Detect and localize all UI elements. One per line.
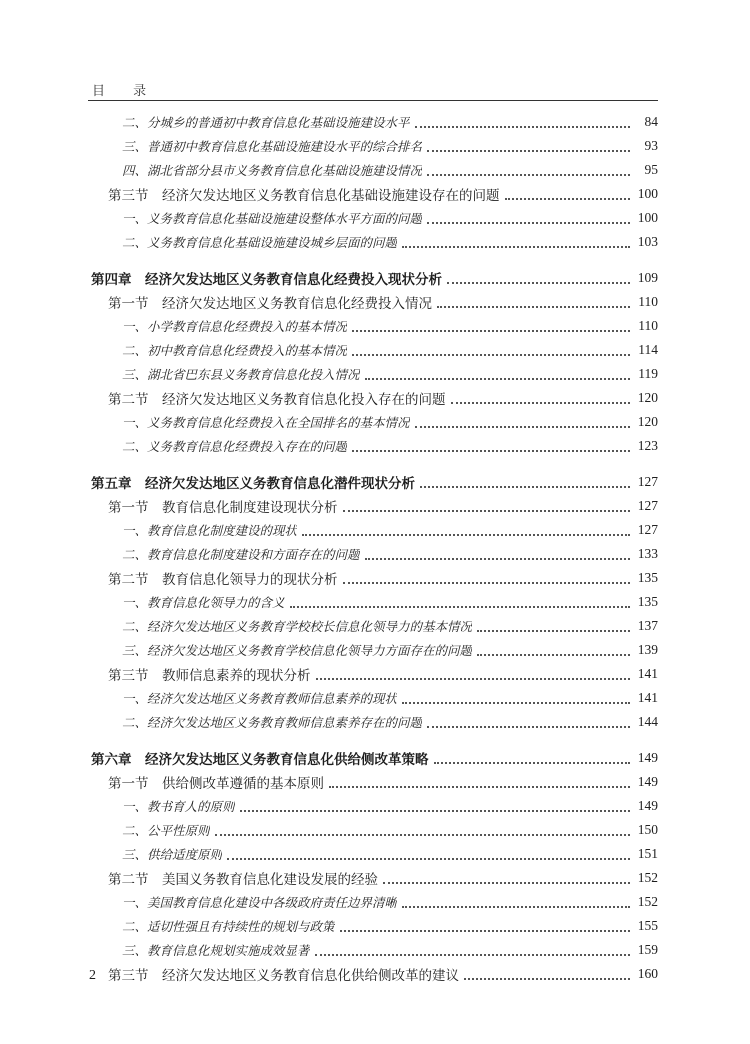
toc-entry-page: 135 bbox=[637, 594, 658, 609]
toc-entry-label: 二、经济欠发达地区义务教育学校校长信息化领导力的基本情况 bbox=[122, 619, 473, 634]
dot-leader bbox=[427, 726, 630, 728]
toc-entry-page: 123 bbox=[637, 438, 658, 453]
dot-leader bbox=[227, 858, 630, 860]
toc-entry-label: 二、公平性原则 bbox=[122, 823, 210, 838]
toc-entry-page: 152 bbox=[637, 870, 658, 885]
toc-entry-page: 149 bbox=[637, 774, 658, 789]
toc-entry-section[interactable] bbox=[108, 963, 658, 985]
dot-leader bbox=[316, 678, 631, 680]
dot-leader bbox=[343, 510, 631, 512]
toc-entry-label: 一、教书育人的原则 bbox=[122, 799, 235, 814]
toc-entry-page: 137 bbox=[637, 618, 658, 633]
dot-leader bbox=[505, 198, 631, 200]
toc-entry-section[interactable] bbox=[108, 291, 658, 313]
dot-leader bbox=[215, 834, 630, 836]
header-title: 目 录 bbox=[92, 84, 159, 99]
toc-entry-chapter[interactable] bbox=[91, 471, 658, 493]
toc-entry-page: 127 bbox=[637, 474, 658, 489]
toc-entry-label: 一、教育信息化制度建设的现状 bbox=[122, 523, 298, 538]
toc-entry-section[interactable] bbox=[108, 567, 658, 589]
toc-entry-label: 一、义务教育信息化基础设施建设整体水平方面的问题 bbox=[122, 211, 423, 226]
toc-entry-label: 第五章 经济欠发达地区义务教育信息化潜件现状分析 bbox=[91, 476, 415, 492]
toc-entry-item[interactable] bbox=[122, 435, 658, 457]
dot-leader bbox=[402, 246, 630, 248]
toc-entry-item[interactable] bbox=[122, 207, 658, 229]
toc-entry-item[interactable] bbox=[122, 543, 658, 565]
dot-leader bbox=[420, 486, 630, 488]
dot-leader bbox=[240, 810, 630, 812]
dot-leader bbox=[427, 222, 630, 224]
toc-entry-page: 135 bbox=[637, 570, 658, 585]
dot-leader bbox=[343, 582, 631, 584]
toc-entry-item[interactable] bbox=[122, 519, 658, 541]
toc-entry-page: 114 bbox=[638, 342, 658, 357]
dot-leader bbox=[437, 306, 630, 308]
dot-leader bbox=[365, 558, 630, 560]
dot-leader bbox=[340, 930, 630, 932]
toc-entry-section[interactable] bbox=[108, 387, 658, 409]
toc-entry-item[interactable] bbox=[122, 111, 658, 133]
toc-entry-page: 127 bbox=[637, 498, 658, 513]
toc-entry-label: 第四章 经济欠发达地区义务教育信息化经费投入现状分析 bbox=[91, 272, 442, 288]
toc-entry-page: 151 bbox=[637, 846, 658, 861]
dot-leader bbox=[402, 906, 630, 908]
dot-leader bbox=[464, 978, 630, 980]
toc-entry-label: 一、小学教育信息化经费投入的基本情况 bbox=[122, 319, 348, 334]
toc-entry-label: 第三节 经济欠发达地区义务教育信息化基础设施建设存在的问题 bbox=[108, 188, 500, 204]
dot-leader bbox=[352, 354, 630, 356]
dot-leader bbox=[415, 426, 630, 428]
toc-entry-item[interactable] bbox=[122, 843, 658, 865]
toc-entry-item[interactable] bbox=[122, 819, 658, 841]
toc-entry-page: 84 bbox=[644, 114, 658, 129]
toc-entry-label: 二、义务教育信息化经费投入存在的问题 bbox=[122, 439, 348, 454]
dot-leader bbox=[329, 786, 630, 788]
dot-leader bbox=[302, 534, 630, 536]
toc-entry-section[interactable] bbox=[108, 867, 658, 889]
dot-leader bbox=[290, 606, 630, 608]
toc-entry-label: 第一节 经济欠发达地区义务教育信息化经费投入情况 bbox=[108, 296, 432, 312]
toc-entry-section[interactable] bbox=[108, 771, 658, 793]
toc-entry-chapter[interactable] bbox=[91, 747, 658, 769]
toc-entry-page: 110 bbox=[638, 318, 658, 333]
dot-leader bbox=[402, 702, 630, 704]
toc-entry-label: 一、经济欠发达地区义务教育教师信息素养的现状 bbox=[122, 691, 398, 706]
toc-entry-label: 第一节 供给侧改革遵循的基本原则 bbox=[108, 776, 324, 792]
dot-leader bbox=[427, 150, 630, 152]
dot-leader bbox=[451, 402, 631, 404]
toc-entry-page: 100 bbox=[637, 210, 658, 225]
toc-entry-page: 93 bbox=[644, 138, 658, 153]
dot-leader bbox=[427, 174, 630, 176]
toc-entry-item[interactable] bbox=[122, 231, 658, 253]
toc-entry-page: 120 bbox=[637, 390, 658, 405]
toc-entry-item[interactable] bbox=[122, 363, 658, 385]
toc-entry-page: 110 bbox=[638, 294, 658, 309]
toc-entry-page: 160 bbox=[637, 966, 658, 981]
toc-entry-label: 第二节 教育信息化领导力的现状分析 bbox=[108, 572, 338, 588]
toc-entry-item[interactable] bbox=[122, 939, 658, 961]
toc-entry-label: 二、教育信息化制度建设和方面存在的问题 bbox=[122, 547, 360, 562]
toc-entry-section[interactable] bbox=[108, 183, 658, 205]
toc-entry-label: 第二节 美国义务教育信息化建设发展的经验 bbox=[108, 872, 378, 888]
toc-entry-label: 一、美国教育信息化建设中各级政府责任边界清晰 bbox=[122, 895, 398, 910]
dot-leader bbox=[477, 630, 630, 632]
toc-entry-label: 二、适切性强且有持续性的规划与政策 bbox=[122, 919, 335, 934]
dot-leader bbox=[434, 762, 631, 764]
toc-entry-page: 150 bbox=[637, 822, 658, 837]
toc-entry-page: 119 bbox=[638, 366, 658, 381]
toc-entry-item[interactable] bbox=[122, 591, 658, 613]
toc-entry-item[interactable] bbox=[122, 159, 658, 181]
toc-entry-label: 四、湖北省部分县市义务教育信息化基础设施建设情况 bbox=[122, 163, 423, 178]
toc-entry-item[interactable] bbox=[122, 915, 658, 937]
toc-entry-label: 第六章 经济欠发达地区义务教育信息化供给侧改革策略 bbox=[91, 752, 429, 768]
toc-entry-item[interactable] bbox=[122, 687, 658, 709]
toc-entry-label: 二、初中教育信息化经费投入的基本情况 bbox=[122, 343, 348, 358]
toc-entry-item[interactable] bbox=[122, 315, 658, 337]
toc-entry-page: 149 bbox=[637, 798, 658, 813]
toc-entry-label: 三、供给适度原则 bbox=[122, 847, 223, 862]
toc-entry-item[interactable] bbox=[122, 639, 658, 661]
toc-entry-label: 第三节 经济欠发达地区义务教育信息化供给侧改革的建议 bbox=[108, 968, 459, 984]
toc-entry-page: 133 bbox=[637, 546, 658, 561]
dot-leader bbox=[352, 450, 630, 452]
toc-entry-label: 三、经济欠发达地区义务教育学校信息化领导力方面存在的问题 bbox=[122, 643, 473, 658]
toc-entry-page: 127 bbox=[637, 522, 658, 537]
toc-entry-item[interactable] bbox=[122, 339, 658, 361]
toc-entry-page: 149 bbox=[637, 750, 658, 765]
toc-entry-label: 第二节 经济欠发达地区义务教育信息化投入存在的问题 bbox=[108, 392, 446, 408]
dot-leader bbox=[477, 654, 630, 656]
toc-entry-item[interactable] bbox=[122, 795, 658, 817]
toc-entry-item[interactable] bbox=[122, 891, 658, 913]
toc-entry-label: 第一节 教育信息化制度建设现状分析 bbox=[108, 500, 338, 516]
toc-entry-chapter[interactable] bbox=[91, 267, 658, 289]
dot-leader bbox=[447, 282, 630, 284]
toc-entry-page: 103 bbox=[637, 234, 658, 249]
toc-entry-page: 155 bbox=[637, 918, 658, 933]
toc-entry-label: 一、义务教育信息化经费投入在全国排名的基本情况 bbox=[122, 415, 410, 430]
toc-entry-item[interactable] bbox=[122, 711, 658, 733]
toc-entry-page: 139 bbox=[637, 642, 658, 657]
toc-entry-section[interactable] bbox=[108, 663, 658, 685]
toc-entry-page: 141 bbox=[637, 690, 658, 705]
toc-entry-label: 三、教育信息化规划实施成效显著 bbox=[122, 943, 310, 958]
toc-entry-label: 二、义务教育信息化基础设施建设城乡层面的问题 bbox=[122, 235, 398, 250]
dot-leader bbox=[315, 954, 630, 956]
toc-entry-label: 二、分城乡的普通初中教育信息化基础设施建设水平 bbox=[122, 115, 410, 130]
dot-leader bbox=[365, 378, 630, 380]
toc-entry-page: 95 bbox=[644, 162, 658, 177]
toc-entry-page: 109 bbox=[637, 270, 658, 285]
dot-leader bbox=[415, 126, 630, 128]
toc-entry-label: 二、经济欠发达地区义务教育教师信息素养存在的问题 bbox=[122, 715, 423, 730]
toc-entry-label: 一、教育信息化领导力的含义 bbox=[122, 595, 285, 610]
page-number: 2 bbox=[89, 968, 96, 983]
toc-entry-page: 152 bbox=[637, 894, 658, 909]
toc-entry-page: 100 bbox=[637, 186, 658, 201]
toc-entry-label: 三、普通初中教育信息化基础设施建设水平的综合排名 bbox=[122, 139, 423, 154]
toc-entry-page: 141 bbox=[637, 666, 658, 681]
toc-entry-item[interactable] bbox=[122, 615, 658, 637]
dot-leader bbox=[383, 882, 630, 884]
dot-leader bbox=[352, 330, 630, 332]
toc-entry-page: 159 bbox=[637, 942, 658, 957]
toc-entry-item[interactable] bbox=[122, 135, 658, 157]
toc-entry-section[interactable] bbox=[108, 495, 658, 517]
toc-entry-label: 三、湖北省巴东县义务教育信息化投入情况 bbox=[122, 367, 360, 382]
toc-entry-page: 120 bbox=[637, 414, 658, 429]
toc-entry-item[interactable] bbox=[122, 411, 658, 433]
toc-entry-label: 第三节 教师信息素养的现状分析 bbox=[108, 668, 311, 684]
toc-entry-page: 144 bbox=[637, 714, 658, 729]
